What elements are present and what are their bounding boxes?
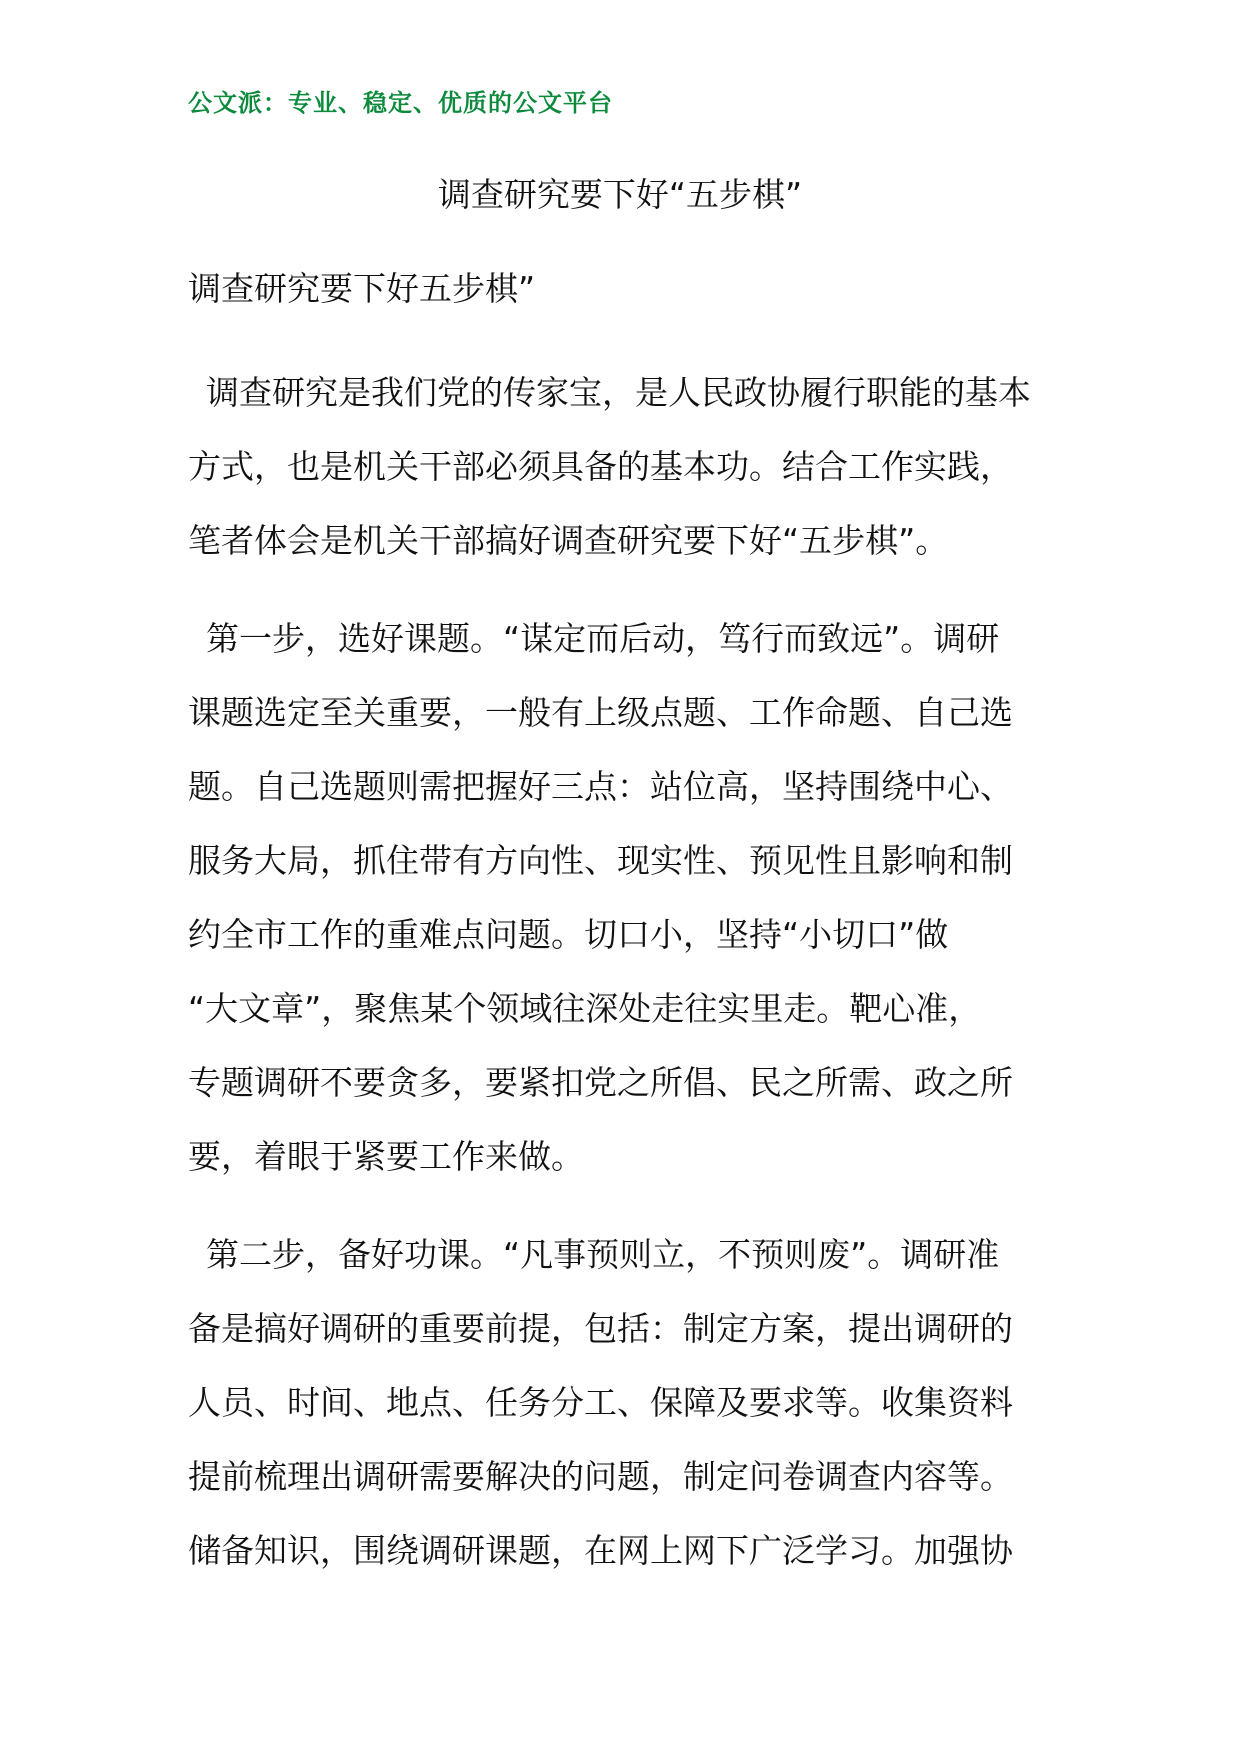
paragraph-line: 提前梳理出调研需要解决的问题，制定问卷调查内容等。 [188,1457,1013,1496]
paragraph-line: 储备知识，围绕调研课题，在网上网下广泛学习。加强协 [188,1531,1013,1570]
paragraph-line: 专题调研不要贪多，要紧扣党之所倡、民之所需、政之所 [188,1063,1013,1102]
paragraph-line: 方式，也是机关干部必须具备的基本功。结合工作实践， [188,447,1013,486]
paragraph-intro [188,356,1052,578]
brand-header: 公文派：专业、稳定、优质的公文平台 [188,89,613,117]
paragraph-line: 服务大局，抓住带有方向性、现实性、预见性且影响和制 [188,841,1013,880]
paragraph-line: 题。自己选题则需把握好三点：站位高，坚持围绕中心、 [188,767,1013,806]
document-title: 调查研究要下好“五步棋” [437,175,803,214]
paragraph-line: 约全市工作的重难点问题。切口小，坚持“小切口”做 [188,915,949,954]
paragraph-line: 调查研究是我们党的传家宝，是人民政协履行职能的基本 [206,373,1031,412]
paragraph-line: 第二步，备好功课。“凡事预则立，不预则废”。调研准 [206,1235,1000,1274]
paragraph-line: 要，着眼于紧要工作来做。 [188,1137,584,1176]
paragraph-step-one [188,602,1052,1194]
paragraph-step-two [188,1218,1052,1588]
paragraph-line: 第一步，选好课题。“谋定而后动，笃行而致远”。调研 [206,619,1000,658]
paragraph-line: 备是搞好调研的重要前提，包括：制定方案，提出调研的 [188,1309,1013,1348]
document-body [188,356,1052,1612]
paragraph-line: “大文章”，聚焦某个领域往深处走往实里走。靶心准， [188,989,982,1028]
document-subtitle: 调查研究要下好五步棋” [188,269,536,308]
paragraph-line: 课题选定至关重要，一般有上级点题、工作命题、自己选 [188,693,1013,732]
paragraph-line: 人员、时间、地点、任务分工、保障及要求等。收集资料 [188,1383,1013,1422]
paragraph-line: 笔者体会是机关干部搞好调查研究要下好“五步棋”。 [188,521,949,560]
